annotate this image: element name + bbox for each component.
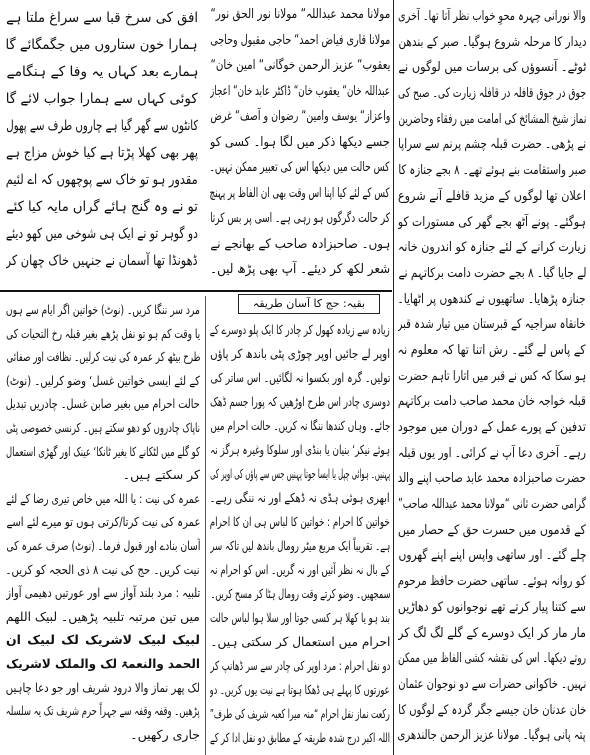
right-column-line — [398, 441, 586, 467]
right-column-line — [398, 210, 586, 236]
top-middle-line — [210, 155, 390, 181]
line-text: اوپر لے جائیں اوپر چوڑی پٹی باندھ کر پاؤں — [210, 346, 390, 361]
line-text: مولانا محمد عبداللہ“ مولانا نور الحق نور“ — [210, 7, 390, 22]
line-text: رکعت نماز نفل احرام “منہ میرا کعبہ شریف کی طرف” — [210, 706, 390, 721]
line-text: کانٹوں سے گھر گیا ہے چاروں طرف سے پھول — [6, 118, 198, 134]
line-text: پڑھیں۔ وقفہ وقفہ سے جہراً حرم شریف تک یہ سلسلہ — [6, 703, 200, 719]
bottom-left-line — [6, 581, 200, 605]
right-column-line — [398, 184, 586, 210]
line-text: ہمارے بعد کہاں یہ وفا کے ہنگامے — [6, 64, 198, 80]
line-text: اللہ اکبر درج شدہ طریقہ کے مطابق دو نفل ادا کر کے — [210, 730, 390, 745]
poem-line — [6, 5, 198, 32]
line-text: تلبیہ : مرد بلند آواز سے اور عورتیں دھیمی آواز — [6, 585, 200, 601]
line-text: ابھری ہوئی ہڈی نہ ڈھکے اور نہ ننگی رہے۔ — [210, 490, 390, 505]
top-middle-line — [210, 206, 390, 232]
bottom-left-line — [6, 463, 200, 487]
line-text: کے قدموں میں حسرت حق کے حصار میں — [398, 522, 586, 538]
bottom-left-line — [6, 369, 200, 393]
line-text: پھر بھی کھلا پڑتا ہے کیا خوش مزاج ہے — [6, 145, 198, 161]
line-text: ہوگئے۔ پونے آٹھ بجے گھر کی مستورات کو — [398, 214, 586, 230]
poem-line — [6, 221, 198, 248]
top-middle-line — [210, 104, 390, 130]
right-column-line — [398, 698, 586, 724]
line-text: ہو سکا کہ کس نے قبر میں اتارا تاہم حضرت — [398, 368, 586, 384]
line-text: نماز شیخ المشائخ کی امامت میں رفقاء وحاضرین — [398, 111, 586, 127]
right-column-line — [398, 235, 586, 261]
poem-line — [6, 113, 198, 140]
line-text: بند ہو یا کھلا ہر کسی جوتا اور سلا ہوا لباس حالت — [210, 610, 390, 625]
bottom-middle-line — [210, 366, 390, 390]
line-text: نہیں۔ خاکوانی حضرات سے دو نوجوان عثمان — [398, 676, 586, 692]
bottom-middle-line — [210, 534, 390, 558]
right-column-line — [398, 338, 586, 364]
right-column-line — [398, 569, 586, 595]
right-column-line — [398, 389, 586, 415]
line-text: کوئی کہاں سے ہمارا جواب لائے گا — [6, 91, 198, 107]
line-text: چلے گئے۔ اور ساتھی واپس اپنے اپنے گھروں — [398, 548, 586, 564]
line-text: روتے دیکھا۔ اس کی نقشہ کشی الفاظ میں ممکن — [398, 651, 586, 667]
bottom-middle-line — [210, 486, 390, 510]
bottom-middle-line — [210, 726, 390, 750]
column-divider — [393, 0, 394, 755]
bottom-middle-line — [210, 558, 390, 582]
bottom-left-line — [6, 440, 200, 464]
bottom-left-line — [6, 534, 200, 558]
right-column-line — [398, 261, 586, 287]
bottom-left-line — [6, 628, 200, 652]
poem-line — [6, 86, 198, 113]
line-text: الحمد والنعمۃ لک والملک لاشریک — [6, 655, 200, 671]
right-column-line — [398, 55, 586, 81]
right-column-line — [398, 364, 586, 390]
line-text: تولیں۔ گرہ اور بکسوا نہ لگائیں۔ اس ساتر کی — [210, 370, 390, 385]
bottom-left-line — [6, 652, 200, 676]
right-column-line — [398, 287, 586, 313]
line-text: مرد سر ننگا کریں۔ (نوٹ) خواتین اگر ایام سے ہوں — [6, 302, 200, 317]
right-column-line — [398, 158, 586, 184]
line-text: زیارت کرانے کے لئے جنازہ کو اندرون خانہ — [398, 240, 586, 256]
continuation-header: بقیہ: حج کا آسان طریقہ — [238, 294, 380, 314]
bottom-left-line — [6, 676, 200, 700]
right-column-line — [398, 646, 586, 672]
line-text: کر حالت دگرگوں ہو رہی ہے۔ اسی پر بس کرتا — [210, 211, 390, 226]
right-column-line — [398, 518, 586, 544]
line-text: کے لئے ایسی خواتین غسل‘ وضو کرلیں۔ (نوٹ) — [6, 372, 200, 388]
right-column-line — [398, 672, 586, 698]
line-text: مقدور ہو تو خاک سے پوچھوں کہ اے لئیم — [6, 172, 198, 188]
top-middle-line — [210, 181, 390, 207]
line-text: کس کے لئے کیا اپنا اس وقت بھی ان الفاظ پر پہنچ — [210, 185, 390, 201]
line-text: خواتین کا احرام : خواتین کا لباس ہی ان کا احرام — [210, 514, 390, 529]
line-text: حضرت صاحبزادہ محمد عابد صاحب اپنے والد — [398, 471, 586, 487]
line-text: کے پاس لے گئے۔ رش اتنا تھا کہ معلوم نہ — [398, 342, 586, 358]
line-text: عمرہ کی نیت : یا اللہ میں خاص تیری رضا کے لئے — [6, 490, 200, 506]
line-text: صبر واستقامت بنے ہوئے تھے۔ ۸ بجے جنازہ کا — [398, 163, 586, 179]
line-text: یعقوب“ عزیز الرحمن خوگانی“ امین خان“ — [210, 58, 390, 73]
line-text: پتہ پانی ہوگیا۔ مولانا عزیز الرحمن جالندھری — [398, 728, 586, 744]
line-text: مار مار کر ایک دوسرے کے گلے لگ لگ کر — [398, 625, 586, 641]
line-text: دیدار کا مرحلہ شروع ہوگیا۔ صبر کے بندھن — [398, 34, 586, 50]
top-middle-line — [210, 232, 390, 258]
right-column-line — [398, 81, 586, 107]
bottom-left-line — [6, 345, 200, 369]
bottom-middle-line — [210, 390, 390, 414]
right-column-line — [398, 492, 586, 518]
line-text: ہوں۔ صاحبزادہ صاحب کے بھانجے نے — [210, 236, 390, 252]
line-text: والا نورانی چہرہ محوِ خواب نظر آتا تھا۔ آخری — [398, 9, 586, 24]
bottom-middle-line — [210, 510, 390, 534]
line-text: تو نے وہ گنج ہائے گراں مایہ کیا کئے — [6, 199, 198, 215]
top-middle-line — [210, 2, 390, 28]
line-text: ٹوٹے۔ آنسوؤں کی برسات میں لوگوں نے — [398, 60, 586, 76]
line-text: دوسری چادر اس طرح اوڑھیں کہ پورا جسم ڈھک — [210, 394, 390, 409]
bottom-middle-line — [210, 438, 390, 462]
top-middle-column — [210, 2, 390, 283]
line-text: کو گلے میں لٹکانے کا بغیر ٹانکا‘ عینک اور گھڑی استعمال — [6, 443, 200, 459]
right-column-line — [398, 543, 586, 569]
bottom-middle-line — [210, 678, 390, 702]
line-text: ناپاک چادروں کو دھو سکتے ہیں۔ کرنسی خصوصی پٹی — [6, 419, 200, 435]
line-text: طرح بیٹھ کر عمرہ کی نیت کرلیں۔ نظافت اور صفائی — [6, 349, 200, 365]
line-text: کس حالت میں دیکھا اس کی تعبیر ممکن نہیں۔ — [210, 160, 390, 175]
line-text: دو گوہر تو نے ایک ہی شوخی میں کھو دیئے — [6, 226, 198, 242]
line-text: ہوئے نیکر‘ بنیان یا بنڈی اور سلوکا وغیرہ ہرگز نہ — [210, 442, 390, 457]
right-column-line — [398, 723, 586, 749]
line-text: احرام میں استعمال کر سکتی ہیں۔ — [210, 634, 390, 649]
line-text: افق کی سرخ قبا سے سراغ ملتا ہے — [6, 10, 198, 26]
line-text: ہے۔ تقریباً ایک مربع میٹر رومال باندھ لیں تاکہ سر — [210, 538, 390, 553]
line-text: قبلہ خواجہ خان محمد صاحب دامت برکاتہم — [398, 394, 586, 410]
line-text: رہے۔ آخری دعا آپ نے کرائی۔ اور یوں قبلہ — [398, 445, 586, 461]
line-text: خان عدنان خان جیسے جگر گردہ کے لوگوں کا — [398, 702, 586, 718]
poem-column — [6, 5, 198, 275]
line-text: تدفین کے پورے عمل کے دوران میں موجود — [398, 420, 586, 435]
bottom-left-column — [6, 298, 200, 746]
bottom-left-line — [6, 322, 200, 346]
bottom-left-line — [6, 392, 200, 416]
poem-line — [6, 248, 198, 275]
line-text: سے کتنا پیار کرتے تھے نوجوانوں کو دھاڑیں — [398, 599, 586, 615]
bottom-middle-line — [210, 654, 390, 678]
line-text: پہنیں۔ ہوائی چپل یا ایسا جوتا پہنیں جس سے پاؤں کی اوپر کی — [210, 466, 390, 481]
bottom-left-line — [6, 605, 200, 629]
right-column-line — [398, 30, 586, 56]
line-text: نیت کریں۔ حج کی نیت ۸ ذی الحجہ کو کریں۔ — [6, 561, 200, 577]
right-column-line — [398, 132, 586, 158]
bottom-left-line — [6, 416, 200, 440]
bottom-column-divider — [205, 296, 206, 755]
line-text: مولانا قاری فیاض احمد“ حاجی مقبول وحاجی — [210, 32, 390, 48]
top-middle-line — [210, 28, 390, 54]
line-text: جائے۔ وہاں کندھا ننگا نہ کریں۔ حالت احرام میں — [210, 418, 390, 433]
bottom-left-line — [6, 487, 200, 511]
line-text: عورتوں کا پہلے ہی ڈھکا ہوتا ہے نیت یوں کریں۔ دو — [210, 682, 390, 697]
right-column-line — [398, 595, 586, 621]
line-text: لک پھر نماز والا درود شریف اور جو دعا چاہیں — [6, 679, 200, 695]
top-middle-line — [210, 53, 390, 79]
poem-line — [6, 59, 198, 86]
bottom-middle-column — [210, 318, 390, 750]
bottom-left-line — [6, 298, 200, 322]
bottom-middle-line — [210, 702, 390, 726]
bottom-middle-line — [210, 318, 390, 342]
line-text: عمرہ کی نیت کرتا/کرتی ہوں تو میرے لئے اسے — [6, 514, 200, 530]
bottom-left-line — [6, 510, 200, 534]
bottom-left-line — [6, 723, 200, 747]
line-text: جنازہ پڑھایا۔ ساتھیوں نے کندھوں پر اٹھایا۔ — [398, 291, 586, 307]
section-rule — [0, 290, 392, 292]
line-text: واعزاز“ یوسف وامین“ رضوان و آصف“ غرض — [210, 109, 390, 124]
right-column-line — [398, 415, 586, 441]
poem-line — [6, 167, 198, 194]
line-text: یا وقت کم ہو تو نفل پڑھے بغیر قبلہ رخ التحیات کی — [6, 325, 200, 341]
line-text: اعلان تھا لوگوں کے مزید قافلے آنے شروع — [398, 188, 586, 204]
line-text: حالت احرام میں بغیر صابن غسل۔ چادریں تبدیل — [6, 396, 200, 412]
right-column-line — [398, 621, 586, 647]
right-column-line — [398, 107, 586, 133]
line-text: عبداللہ خان“ یعقوب خان“ ڈاکٹر عابد خان“ اعجاز — [210, 83, 390, 99]
line-text: نے پڑھی۔ حضرت قبلہ چشم پرنم سے سراپا — [398, 137, 586, 153]
bottom-middle-line — [210, 630, 390, 654]
bottom-middle-line — [210, 462, 390, 486]
poem-line — [6, 194, 198, 221]
line-text: جسے دیکھا ذکر میں لگا ہوا۔ کسی کو — [210, 134, 390, 150]
line-text: جاری رکھیں۔ — [130, 726, 200, 742]
line-text: میں تین مرتبہ تلبیہ پڑھیں۔ لبیک اللھم — [6, 608, 200, 624]
line-text: ڈھونڈا تھا آسمان نے جنہیں خاک چھان کر — [6, 253, 198, 269]
poem-line — [6, 140, 198, 167]
line-text: گرامی حضرت ثانی “مولانا محمد عبداللہ صاحب” — [398, 497, 586, 513]
right-column — [398, 4, 586, 749]
line-text: لبیک لبیک لاشریک لک لبیک ان — [6, 632, 200, 648]
line-text: زیادہ سے زیادہ کھول کر چادر کا ایک پلو دوسرے کے — [210, 322, 390, 337]
line-text: لے جایا گیا۔ ۸ بجے حضرت دامت برکاتہم نے — [398, 265, 586, 281]
right-column-line — [398, 466, 586, 492]
bottom-middle-line — [210, 342, 390, 366]
line-text: کے بال نہ نظر آئیں اور نہ گریں۔ اس کو احرام نہ — [210, 562, 390, 577]
line-text: کو روانہ ہوئے۔ ساتھی حضرت حافظ مرحوم — [398, 574, 586, 590]
bottom-middle-line — [210, 414, 390, 438]
line-text: دو نفل احرام : مرد اوپر کی چادر سے سر ڈھانپ کر — [210, 658, 390, 673]
right-column-line — [398, 312, 586, 338]
line-text: سمجھیں۔ وضو کرتے وقت رومال ہٹا کر مسح کریں۔ — [210, 586, 390, 601]
right-column-line — [398, 4, 586, 30]
line-text: خانقاہ سراجیہ کے قبرستان میں تیار شدہ قبر — [398, 317, 586, 333]
top-middle-line — [210, 257, 390, 283]
line-text: جوق در جوق قافلہ در قافلہ زیارت کی۔ صبح کی — [398, 86, 586, 102]
line-text: آسان بنادے اور قبول فرما۔ (نوٹ) صرف عمرہ کی — [6, 537, 200, 553]
line-text: ہمارا خون ستاروں میں جگمگائے گا — [6, 37, 198, 53]
poem-line — [6, 32, 198, 59]
line-text: کر سکتے ہیں۔ — [122, 467, 200, 483]
bottom-left-line — [6, 558, 200, 582]
bottom-left-line — [6, 699, 200, 723]
bottom-middle-line — [210, 606, 390, 630]
top-middle-line — [210, 79, 390, 105]
bottom-middle-line — [210, 582, 390, 606]
top-middle-line — [210, 130, 390, 156]
line-text: شعر لکھ کر دیئے۔ آپ بھی پڑھ لیں۔ — [210, 262, 390, 277]
